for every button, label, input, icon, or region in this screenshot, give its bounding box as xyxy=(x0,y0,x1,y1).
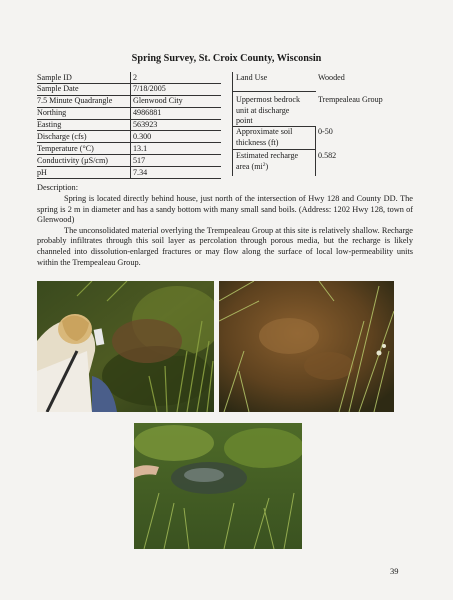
table-row xyxy=(37,143,221,155)
table-row xyxy=(37,96,221,108)
row-label: Northing xyxy=(37,108,67,118)
row-value: 0.300 xyxy=(133,131,152,141)
row-label: Sample ID xyxy=(37,72,72,82)
row-label: Sample Date xyxy=(37,84,79,94)
row-divider xyxy=(232,149,316,150)
row-value: 7.34 xyxy=(133,167,148,177)
recharge-label-line: Estimated recharge xyxy=(236,151,299,160)
row-label: pH xyxy=(37,167,47,177)
recharge-unit-text: area (mi xyxy=(236,162,263,171)
table-row xyxy=(37,120,221,132)
soil-label-line: thickness (ft) xyxy=(236,137,279,147)
table-row xyxy=(37,84,221,96)
spring-photo-person xyxy=(37,281,214,412)
table-row xyxy=(37,131,221,143)
description-body xyxy=(37,194,413,268)
row-value: 4986881 xyxy=(133,108,162,118)
row-label: Temperature (°C) xyxy=(37,143,94,153)
table-border xyxy=(232,72,233,176)
spring-photo-pool xyxy=(134,423,302,549)
row-label: Conductivity (µS/cm) xyxy=(37,155,108,165)
bedrock-value: Trempealeau Group xyxy=(318,95,383,104)
table-row xyxy=(37,108,221,120)
description-paragraph: Spring is located directly behind house, just north of the intersection of Hwy 128 and County DD. The spring is 2 m in diameter and has a sandy bottom with many small sand boils. (Address: 1202 Hwy 128, town of Glenwood) xyxy=(37,194,413,225)
row-value: 7/18/2005 xyxy=(133,84,166,94)
land-use-label: Land Use xyxy=(236,73,268,82)
soil-value: 0-50 xyxy=(318,127,333,136)
row-value: 13.1 xyxy=(133,143,148,153)
description-paragraph: The unconsolidated material overlying the Trempealeau Group at this site is relatively shallow. Recharge probably infiltrates through this soil layer as percolation through porous media, but the recharge is likely channeled into dissolution-enlarged fractures or may flow along the surface of local low-permeability units within the Trempealeau Group. xyxy=(37,225,413,267)
row-label: Discharge (cfs) xyxy=(37,131,87,141)
recharge-unit-close: ) xyxy=(265,162,269,171)
row-value: 517 xyxy=(133,155,146,165)
row-value: 563923 xyxy=(133,120,158,130)
row-divider xyxy=(232,91,316,92)
bedrock-label-line: unit at discharge xyxy=(236,105,290,115)
row-value: 2 xyxy=(133,72,138,82)
row-label: 7.5 Minute Quadrangle xyxy=(37,96,113,106)
page-number: 39 xyxy=(390,566,399,576)
page-title: Spring Survey, St. Croix County, Wisconsin xyxy=(131,53,322,64)
table-row xyxy=(37,72,221,84)
recharge-label-line xyxy=(236,162,316,173)
spring-photo-water xyxy=(219,281,394,412)
bedrock-label-line: point xyxy=(236,116,253,125)
description-heading: Description: xyxy=(37,183,79,192)
recharge-unit-exponent: 2 xyxy=(262,162,266,168)
table-row xyxy=(37,155,221,167)
land-use-value: Wooded xyxy=(318,73,345,82)
row-value: Glenwood City xyxy=(133,96,183,106)
recharge-value: 0.582 xyxy=(318,151,337,160)
sample-data-table xyxy=(37,72,221,179)
soil-label-line: Approximate soil xyxy=(236,127,293,136)
table-row xyxy=(37,167,221,179)
bedrock-label-line: Uppermost bedrock xyxy=(236,95,301,104)
row-label: Easting xyxy=(37,120,62,130)
